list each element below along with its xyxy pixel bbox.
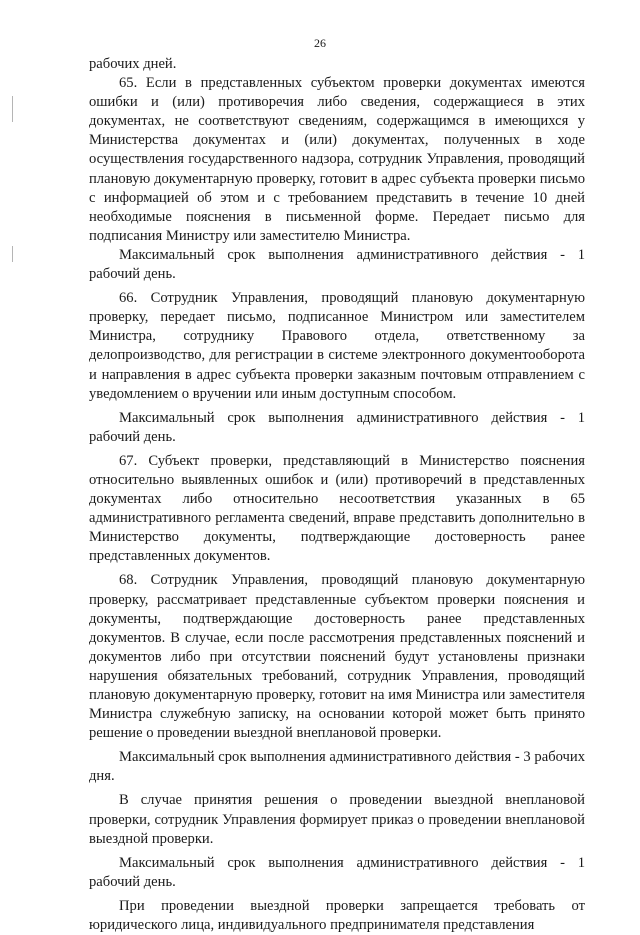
paragraph-65-max-term: Максимальный срок выполнения административного действия - 1 рабочий день. bbox=[89, 246, 585, 283]
document-body bbox=[89, 55, 585, 935]
paragraph-decision-max-term: Максимальный срок выполнения административного действия - 1 рабочий день. bbox=[89, 854, 585, 890]
paragraph-decision-case: В случае принятия решения о проведении выездной внеплановой проверки, сотрудник Управления формирует приказ о проведении внеплановой выездной проверки. bbox=[89, 792, 585, 847]
paragraph-68-max-term: Максимальный срок выполнения административного действия - 3 рабочих дня. bbox=[89, 749, 585, 785]
page-number: 26 bbox=[314, 36, 326, 50]
paragraph-67: 67. Субъект проверки, представляющий в Министерство пояснения относительно выявленных ошибок и (или) противоречий в представленных документах либо относительно несоответствия указанных в 65 административного регламента сведений, вправе представить дополнительно в Министерство документы, подтверждающие достоверность ранее представленных документов. bbox=[89, 452, 585, 565]
margin-scan-mark-top bbox=[12, 96, 13, 122]
paragraph-continuation: рабочих дней. bbox=[89, 56, 177, 72]
paragraph-68: 68. Сотрудник Управления, проводящий плановую документарную проверку, рассматривает представленные субъектом проверки пояснения и документы, подтверждающие достоверность ранее представленных документов. В случае, если после рассмотрения представленных пояснений и документов либо при отсутствии пояснений будут установлены признаки нарушения обязательных требований, сотрудник Управления, проводящий плановую документарную проверку, готовит на имя Министра или заместителя Министра служебную записку, на основании которой может быть принято решение о проведении выездной внеплановой проверки. bbox=[89, 572, 585, 742]
paragraph-inspection-prohibition: При проведении выездной проверки запрещается требовать от юридического лица, индивидуального предпринимателя представления bbox=[89, 897, 585, 934]
paragraph-66: 66. Сотрудник Управления, проводящий плановую документарную проверку, передает письмо, подписанное Министром или заместителем Министра, сотруднику Правового отдела, ответственному за делопроизводство, для регистрации в системе электронного документооборота и направления в адрес субъекта проверки заказным почтовым отправлением с уведомлением о вручении или иным доступным способом. bbox=[89, 290, 585, 402]
paragraph-65: 65. Если в представленных субъектом проверки документах имеются ошибки и (или) противоречия либо сведения, содержащиеся в этих документах, не соответствуют сведениям, содержащимся в имеющихся у Министерства документах и (или) документах, полученных в ходе осуществления государственного надзора, сотрудник Управления, проводящий плановую документарную проверку, готовит в адрес субъекта проверки письмо с информацией об этом и с требованием представить в течение 10 дней необходимые пояснения в письменной форме. Передает письмо для подписания Министру или заместителю Министра. bbox=[89, 75, 585, 244]
paragraph-66-max-term: Максимальный срок выполнения административного действия - 1 рабочий день. bbox=[89, 409, 585, 445]
margin-scan-mark-middle bbox=[12, 246, 13, 262]
